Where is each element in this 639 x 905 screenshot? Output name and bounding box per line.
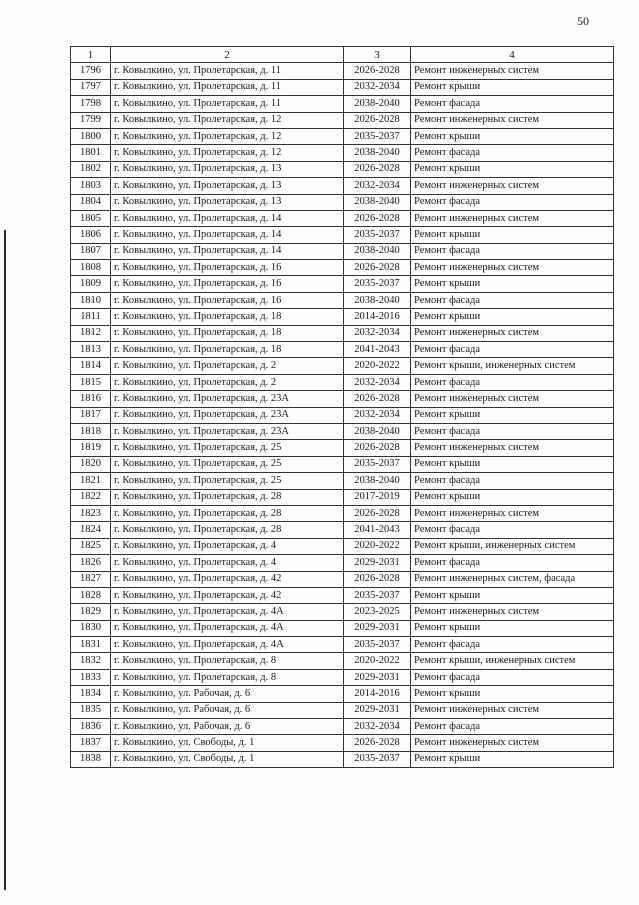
address-cell: г. Ковылкино, ул. Пролетарская, д. 4А — [111, 604, 344, 620]
period-cell: 2041-2043 — [344, 342, 411, 358]
table-row — [71, 719, 614, 735]
period-cell: 2035-2037 — [344, 637, 411, 653]
address-cell: г. Ковылкино, ул. Пролетарская, д. 4 — [111, 555, 344, 571]
period-cell: 2032-2034 — [344, 79, 411, 95]
work-type-cell: Ремонт крыши — [411, 686, 614, 702]
row-number-cell: 1821 — [71, 473, 111, 489]
table-row — [71, 571, 614, 587]
work-type-cell: Ремонт фасада — [411, 637, 614, 653]
period-cell: 2026-2028 — [344, 260, 411, 276]
work-type-cell: Ремонт крыши, инженерных систем — [411, 538, 614, 554]
row-number-cell: 1805 — [71, 210, 111, 226]
period-cell: 2023-2025 — [344, 604, 411, 620]
row-number-cell: 1804 — [71, 194, 111, 210]
address-cell: г. Ковылкино, ул. Пролетарская, д. 23А — [111, 407, 344, 423]
period-cell: 2032-2034 — [344, 178, 411, 194]
address-cell: г. Ковылкино, ул. Пролетарская, д. 18 — [111, 342, 344, 358]
row-number-cell: 1810 — [71, 292, 111, 308]
table-row — [71, 751, 614, 767]
period-cell: 2029-2031 — [344, 555, 411, 571]
period-cell: 2026-2028 — [344, 571, 411, 587]
table-row — [71, 489, 614, 505]
table-row — [71, 669, 614, 685]
table-row — [71, 292, 614, 308]
address-cell: г. Ковылкино, ул. Пролетарская, д. 4А — [111, 620, 344, 636]
scan-edge-line — [4, 230, 6, 890]
table-row — [71, 620, 614, 636]
period-cell: 2038-2040 — [344, 423, 411, 439]
row-number-cell: 1835 — [71, 702, 111, 718]
work-type-cell: Ремонт инженерных систем — [411, 505, 614, 521]
work-type-cell: Ремонт фасада — [411, 292, 614, 308]
work-type-cell: Ремонт инженерных систем — [411, 210, 614, 226]
row-number-cell: 1823 — [71, 505, 111, 521]
address-cell: г. Ковылкино, ул. Пролетарская, д. 14 — [111, 227, 344, 243]
work-type-cell: Ремонт фасада — [411, 145, 614, 161]
work-type-cell: Ремонт фасада — [411, 669, 614, 685]
table-row — [71, 145, 614, 161]
work-type-cell: Ремонт крыши — [411, 227, 614, 243]
work-type-cell: Ремонт крыши — [411, 407, 614, 423]
row-number-cell: 1796 — [71, 63, 111, 79]
row-number-cell: 1816 — [71, 391, 111, 407]
row-number-cell: 1800 — [71, 128, 111, 144]
period-cell: 2032-2034 — [344, 374, 411, 390]
row-number-cell: 1801 — [71, 145, 111, 161]
row-number-cell: 1806 — [71, 227, 111, 243]
row-number-cell: 1831 — [71, 637, 111, 653]
table-row — [71, 260, 614, 276]
period-cell: 2029-2031 — [344, 669, 411, 685]
table-row — [71, 112, 614, 128]
row-number-cell: 1815 — [71, 374, 111, 390]
table-row — [71, 374, 614, 390]
address-cell: г. Ковылкино, ул. Пролетарская, д. 23А — [111, 391, 344, 407]
table-row — [71, 227, 614, 243]
table-row — [71, 538, 614, 554]
table-header-row — [71, 47, 614, 63]
address-cell: г. Ковылкино, ул. Свободы, д. 1 — [111, 751, 344, 767]
row-number-cell: 1824 — [71, 522, 111, 538]
period-cell: 2026-2028 — [344, 735, 411, 751]
work-type-cell: Ремонт инженерных систем — [411, 440, 614, 456]
work-type-cell: Ремонт крыши — [411, 456, 614, 472]
table-row — [71, 194, 614, 210]
table-row — [71, 96, 614, 112]
address-cell: г. Ковылкино, ул. Пролетарская, д. 18 — [111, 309, 344, 325]
work-type-cell: Ремонт крыши — [411, 79, 614, 95]
address-cell: г. Ковылкино, ул. Пролетарская, д. 13 — [111, 178, 344, 194]
work-type-cell: Ремонт фасада — [411, 423, 614, 439]
address-cell: г. Ковылкино, ул. Пролетарская, д. 42 — [111, 587, 344, 603]
table-row — [71, 686, 614, 702]
work-type-cell: Ремонт фасада — [411, 243, 614, 259]
address-cell: г. Ковылкино, ул. Пролетарская, д. 4 — [111, 538, 344, 554]
row-number-cell: 1827 — [71, 571, 111, 587]
address-cell: г. Ковылкино, ул. Рабочая, д. 6 — [111, 702, 344, 718]
period-cell: 2026-2028 — [344, 391, 411, 407]
address-cell: г. Ковылкино, ул. Пролетарская, д. 8 — [111, 669, 344, 685]
address-cell: г. Ковылкино, ул. Пролетарская, д. 12 — [111, 145, 344, 161]
address-cell: г. Ковылкино, ул. Пролетарская, д. 28 — [111, 489, 344, 505]
page-number: 50 — [577, 14, 589, 28]
address-cell: г. Ковылкино, ул. Пролетарская, д. 14 — [111, 210, 344, 226]
work-type-cell: Ремонт инженерных систем — [411, 325, 614, 341]
table-row — [71, 423, 614, 439]
work-type-cell: Ремонт инженерных систем — [411, 735, 614, 751]
row-number-cell: 1797 — [71, 79, 111, 95]
address-cell: г. Ковылкино, ул. Пролетарская, д. 12 — [111, 112, 344, 128]
address-cell: г. Ковылкино, ул. Рабочая, д. 6 — [111, 686, 344, 702]
work-type-cell: Ремонт фасада — [411, 719, 614, 735]
address-cell: г. Ковылкино, ул. Пролетарская, д. 12 — [111, 128, 344, 144]
repair-schedule-table — [70, 46, 614, 768]
row-number-cell: 1832 — [71, 653, 111, 669]
table-row — [71, 342, 614, 358]
table-row — [71, 391, 614, 407]
row-number-cell: 1799 — [71, 112, 111, 128]
row-number-cell: 1834 — [71, 686, 111, 702]
period-cell: 2020-2022 — [344, 653, 411, 669]
row-number-cell: 1828 — [71, 587, 111, 603]
period-cell: 2035-2037 — [344, 276, 411, 292]
period-cell: 2035-2037 — [344, 587, 411, 603]
table-row — [71, 358, 614, 374]
address-cell: г. Ковылкино, ул. Пролетарская, д. 2 — [111, 358, 344, 374]
row-number-cell: 1838 — [71, 751, 111, 767]
address-cell: г. Ковылкино, ул. Пролетарская, д. 11 — [111, 96, 344, 112]
period-cell: 2038-2040 — [344, 473, 411, 489]
work-type-cell: Ремонт инженерных систем — [411, 702, 614, 718]
period-cell: 2035-2037 — [344, 751, 411, 767]
table-row — [71, 440, 614, 456]
row-number-cell: 1808 — [71, 260, 111, 276]
address-cell: г. Ковылкино, ул. Пролетарская, д. 28 — [111, 522, 344, 538]
header-cell-4: 4 — [411, 47, 614, 63]
address-cell: г. Ковылкино, ул. Свободы, д. 1 — [111, 735, 344, 751]
work-type-cell: Ремонт крыши — [411, 128, 614, 144]
header-cell-3: 3 — [344, 47, 411, 63]
row-number-cell: 1826 — [71, 555, 111, 571]
address-cell: г. Ковылкино, ул. Пролетарская, д. 16 — [111, 260, 344, 276]
work-type-cell: Ремонт крыши, инженерных систем — [411, 653, 614, 669]
address-cell: г. Ковылкино, ул. Пролетарская, д. 25 — [111, 473, 344, 489]
period-cell: 2038-2040 — [344, 96, 411, 112]
row-number-cell: 1809 — [71, 276, 111, 292]
row-number-cell: 1825 — [71, 538, 111, 554]
table-row — [71, 653, 614, 669]
row-number-cell: 1822 — [71, 489, 111, 505]
work-type-cell: Ремонт фасада — [411, 194, 614, 210]
period-cell: 2038-2040 — [344, 194, 411, 210]
address-cell: г. Ковылкино, ул. Пролетарская, д. 25 — [111, 440, 344, 456]
row-number-cell: 1803 — [71, 178, 111, 194]
address-cell: г. Ковылкино, ул. Пролетарская, д. 8 — [111, 653, 344, 669]
period-cell: 2032-2034 — [344, 407, 411, 423]
row-number-cell: 1814 — [71, 358, 111, 374]
period-cell: 2038-2040 — [344, 243, 411, 259]
period-cell: 2026-2028 — [344, 63, 411, 79]
row-number-cell: 1817 — [71, 407, 111, 423]
period-cell: 2032-2034 — [344, 325, 411, 341]
work-type-cell: Ремонт крыши — [411, 587, 614, 603]
address-cell: г. Ковылкино, ул. Пролетарская, д. 23А — [111, 423, 344, 439]
work-type-cell: Ремонт инженерных систем — [411, 63, 614, 79]
row-number-cell: 1830 — [71, 620, 111, 636]
address-cell: г. Ковылкино, ул. Пролетарская, д. 18 — [111, 325, 344, 341]
address-cell: г. Ковылкино, ул. Пролетарская, д. 2 — [111, 374, 344, 390]
work-type-cell: Ремонт крыши, инженерных систем — [411, 358, 614, 374]
address-cell: г. Ковылкино, ул. Пролетарская, д. 16 — [111, 276, 344, 292]
row-number-cell: 1837 — [71, 735, 111, 751]
table-row — [71, 456, 614, 472]
table-row — [71, 505, 614, 521]
work-type-cell: Ремонт инженерных систем — [411, 391, 614, 407]
work-type-cell: Ремонт фасада — [411, 522, 614, 538]
address-cell: г. Ковылкино, ул. Пролетарская, д. 14 — [111, 243, 344, 259]
period-cell: 2029-2031 — [344, 702, 411, 718]
table-row — [71, 178, 614, 194]
row-number-cell: 1819 — [71, 440, 111, 456]
table-row — [71, 735, 614, 751]
work-type-cell: Ремонт крыши — [411, 751, 614, 767]
work-type-cell: Ремонт инженерных систем, фасада — [411, 571, 614, 587]
table-row — [71, 79, 614, 95]
table-row — [71, 637, 614, 653]
table-row — [71, 325, 614, 341]
table-row — [71, 276, 614, 292]
work-type-cell: Ремонт крыши — [411, 620, 614, 636]
row-number-cell: 1811 — [71, 309, 111, 325]
period-cell: 2026-2028 — [344, 161, 411, 177]
table-row — [71, 210, 614, 226]
table-row — [71, 522, 614, 538]
period-cell: 2029-2031 — [344, 620, 411, 636]
row-number-cell: 1833 — [71, 669, 111, 685]
work-type-cell: Ремонт крыши — [411, 276, 614, 292]
table-row — [71, 63, 614, 79]
period-cell: 2020-2022 — [344, 358, 411, 374]
header-cell-2: 2 — [111, 47, 344, 63]
row-number-cell: 1813 — [71, 342, 111, 358]
work-type-cell: Ремонт фасада — [411, 342, 614, 358]
table-row — [71, 161, 614, 177]
work-type-cell: Ремонт фасада — [411, 473, 614, 489]
work-type-cell: Ремонт фасада — [411, 555, 614, 571]
address-cell: г. Ковылкино, ул. Пролетарская, д. 16 — [111, 292, 344, 308]
period-cell: 2032-2034 — [344, 719, 411, 735]
table-row — [71, 407, 614, 423]
table-row — [71, 702, 614, 718]
address-cell: г. Ковылкино, ул. Пролетарская, д. 13 — [111, 194, 344, 210]
row-number-cell: 1829 — [71, 604, 111, 620]
address-cell: г. Ковылкино, ул. Пролетарская, д. 13 — [111, 161, 344, 177]
work-type-cell: Ремонт инженерных систем — [411, 604, 614, 620]
row-number-cell: 1812 — [71, 325, 111, 341]
work-type-cell: Ремонт крыши — [411, 489, 614, 505]
work-type-cell: Ремонт крыши — [411, 161, 614, 177]
work-type-cell: Ремонт фасада — [411, 374, 614, 390]
address-cell: г. Ковылкино, ул. Рабочая, д. 6 — [111, 719, 344, 735]
period-cell: 2014-2016 — [344, 309, 411, 325]
period-cell: 2020-2022 — [344, 538, 411, 554]
row-number-cell: 1802 — [71, 161, 111, 177]
table-row — [71, 128, 614, 144]
period-cell: 2035-2037 — [344, 128, 411, 144]
table-row — [71, 473, 614, 489]
period-cell: 2035-2037 — [344, 227, 411, 243]
row-number-cell: 1798 — [71, 96, 111, 112]
work-type-cell: Ремонт фасада — [411, 96, 614, 112]
period-cell: 2038-2040 — [344, 292, 411, 308]
table-row — [71, 555, 614, 571]
period-cell: 2026-2028 — [344, 505, 411, 521]
row-number-cell: 1820 — [71, 456, 111, 472]
work-type-cell: Ремонт инженерных систем — [411, 112, 614, 128]
period-cell: 2014-2016 — [344, 686, 411, 702]
work-type-cell: Ремонт крыши — [411, 309, 614, 325]
row-number-cell: 1818 — [71, 423, 111, 439]
header-cell-1: 1 — [71, 47, 111, 63]
table-body — [71, 47, 614, 768]
period-cell: 2026-2028 — [344, 440, 411, 456]
row-number-cell: 1836 — [71, 719, 111, 735]
work-type-cell: Ремонт инженерных систем — [411, 260, 614, 276]
address-cell: г. Ковылкино, ул. Пролетарская, д. 11 — [111, 79, 344, 95]
table-row — [71, 587, 614, 603]
row-number-cell: 1807 — [71, 243, 111, 259]
work-type-cell: Ремонт инженерных систем — [411, 178, 614, 194]
period-cell: 2038-2040 — [344, 145, 411, 161]
address-cell: г. Ковылкино, ул. Пролетарская, д. 28 — [111, 505, 344, 521]
address-cell: г. Ковылкино, ул. Пролетарская, д. 4А — [111, 637, 344, 653]
period-cell: 2041-2043 — [344, 522, 411, 538]
table-row — [71, 243, 614, 259]
address-cell: г. Ковылкино, ул. Пролетарская, д. 25 — [111, 456, 344, 472]
address-cell: г. Ковылкино, ул. Пролетарская, д. 11 — [111, 63, 344, 79]
period-cell: 2017-2019 — [344, 489, 411, 505]
period-cell: 2026-2028 — [344, 112, 411, 128]
period-cell: 2035-2037 — [344, 456, 411, 472]
period-cell: 2026-2028 — [344, 210, 411, 226]
table-row — [71, 309, 614, 325]
address-cell: г. Ковылкино, ул. Пролетарская, д. 42 — [111, 571, 344, 587]
table-row — [71, 604, 614, 620]
